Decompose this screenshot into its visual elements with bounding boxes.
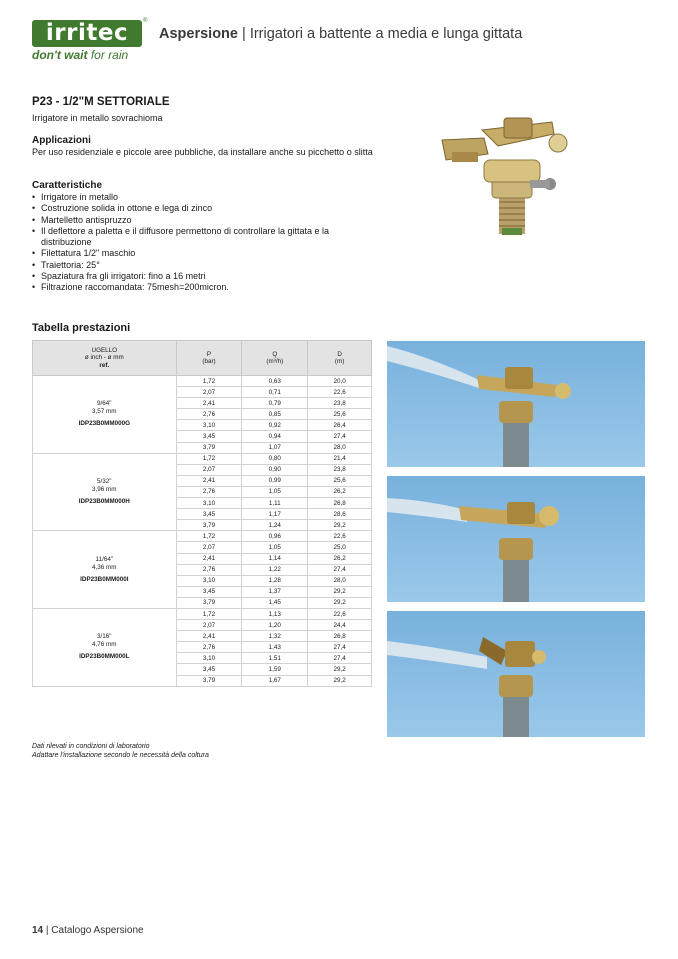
tagline-bold: don't wait [32, 48, 88, 62]
header-q-l1: Q [272, 350, 278, 358]
cell-pressure: 3,45 [176, 431, 242, 442]
cell-pressure: 1,72 [176, 453, 242, 464]
cell-flow: 1,07 [242, 442, 308, 453]
header-q-l2: (m³/h) [266, 358, 284, 365]
features-heading: Caratteristiche [32, 180, 103, 191]
cell-pressure: 2,76 [176, 642, 242, 653]
footer-separator: | [43, 925, 52, 936]
nozzle-ref: IDP23B0MM000H [78, 497, 130, 505]
performance-table-title: Tabella prestazioni [32, 322, 131, 334]
cell-diameter: 23,8 [308, 464, 372, 475]
header-nozzle-l3: ref. [99, 361, 110, 369]
footer-label: Catalogo Aspersione [51, 925, 144, 936]
header-title-bold: Aspersione [159, 26, 238, 42]
applications-text: Per uso residenziale e piccole aree pubbliche, da installare anche su picchetto o slitta [32, 147, 373, 157]
cell-diameter: 26,2 [308, 553, 372, 564]
feature-item: • Filtrazione raccomandata: 75mesh=200micron. [32, 282, 382, 293]
cell-flow: 0,63 [242, 376, 308, 387]
cell-flow: 0,92 [242, 420, 308, 431]
cell-diameter: 28,0 [308, 575, 372, 586]
cell-diameter: 22,6 [308, 608, 372, 619]
header-pressure [176, 341, 242, 376]
cell-pressure: 1,72 [176, 376, 242, 387]
cell-pressure: 3,10 [176, 575, 242, 586]
cell-flow: 1,59 [242, 664, 308, 675]
feature-item: • Martelletto antispruzzo [32, 215, 382, 226]
cell-pressure: 2,07 [176, 464, 242, 475]
nozzle-cell [33, 531, 177, 609]
nozzle-ref: IDP23B0MM000I [80, 575, 129, 583]
product-subtitle: Irrigatore in metallo sovrachioma [32, 113, 163, 123]
cell-flow: 0,99 [242, 475, 308, 486]
brand-logo [32, 20, 142, 47]
header-d-l2: (m) [334, 358, 345, 365]
cell-pressure: 2,41 [176, 631, 242, 642]
cell-flow: 1,05 [242, 486, 308, 497]
product-title: P23 - 1/2"M SETTORIALE [32, 96, 170, 108]
nozzle-cell [33, 376, 177, 454]
page-header-title [159, 26, 522, 42]
cell-diameter: 27,4 [308, 564, 372, 575]
feature-item: • Traiettoria: 25° [32, 260, 382, 271]
cell-flow: 0,79 [242, 398, 308, 409]
cell-diameter: 25,6 [308, 409, 372, 420]
cell-pressure: 3,79 [176, 675, 242, 686]
cell-diameter: 23,8 [308, 398, 372, 409]
sprinkler-photo-1 [387, 341, 645, 467]
cell-diameter: 25,6 [308, 475, 372, 486]
table-row [33, 531, 372, 542]
brand-logo-text: irritec [45, 20, 129, 46]
cell-diameter: 29,2 [308, 664, 372, 675]
cell-flow: 1,32 [242, 631, 308, 642]
cell-pressure: 2,76 [176, 409, 242, 420]
feature-item: • Costruzione solida in ottone e lega di zinco [32, 203, 382, 214]
nozzle-inch: 3/16" [97, 633, 112, 641]
cell-diameter: 22,6 [308, 387, 372, 398]
cell-diameter: 27,4 [308, 653, 372, 664]
nozzle-inch: 9/64" [97, 400, 112, 408]
cell-pressure: 3,79 [176, 597, 242, 608]
note-lab-conditions: Dati rilevati in condizioni di laboratorio [32, 743, 150, 750]
sprinkler-photo-3 [387, 611, 645, 737]
cell-flow: 1,45 [242, 597, 308, 608]
nozzle-mm: 4,76 mm [92, 641, 117, 649]
sprinkler-product-image [432, 108, 582, 238]
cell-diameter: 29,2 [308, 586, 372, 597]
cell-flow: 1,28 [242, 575, 308, 586]
header-d-l1: D [337, 350, 342, 358]
cell-flow: 1,51 [242, 653, 308, 664]
table-row [33, 453, 372, 464]
cell-diameter: 26,8 [308, 498, 372, 509]
cell-diameter: 26,2 [308, 486, 372, 497]
cell-diameter: 26,4 [308, 420, 372, 431]
header-nozzle-l2: ø inch - ø mm [84, 354, 124, 362]
cell-flow: 1,05 [242, 542, 308, 553]
header-p-l2: (bar) [202, 358, 216, 365]
cell-diameter: 25,0 [308, 542, 372, 553]
cell-pressure: 3,79 [176, 520, 242, 531]
cell-pressure: 3,10 [176, 420, 242, 431]
cell-pressure: 2,07 [176, 542, 242, 553]
nozzle-mm: 3,57 mm [92, 408, 117, 416]
header-flow [242, 341, 308, 376]
cell-pressure: 3,45 [176, 664, 242, 675]
header-diameter [308, 341, 372, 376]
cell-diameter: 26,8 [308, 631, 372, 642]
header-separator: | [237, 26, 250, 42]
cell-pressure: 3,45 [176, 586, 242, 597]
table-header-row [33, 341, 372, 376]
table-row [33, 608, 372, 619]
tagline-rest: for rain [87, 48, 129, 62]
nozzle-cell [33, 608, 177, 686]
cell-diameter: 28,6 [308, 509, 372, 520]
nozzle-inch: 5/32" [97, 477, 112, 485]
nozzle-cell [33, 453, 177, 531]
cell-flow: 0,94 [242, 431, 308, 442]
cell-pressure: 2,76 [176, 486, 242, 497]
features-list [32, 192, 382, 294]
sprinkler-photo-2 [387, 476, 645, 602]
cell-flow: 0,85 [242, 409, 308, 420]
cell-diameter: 22,6 [308, 531, 372, 542]
cell-diameter: 21,4 [308, 453, 372, 464]
cell-flow: 0,80 [242, 453, 308, 464]
cell-pressure: 2,41 [176, 398, 242, 409]
header-title-rest: Irrigatori a battente a media e lunga gittata [249, 26, 523, 42]
header-p-l1: P [206, 350, 212, 358]
cell-pressure: 3,10 [176, 653, 242, 664]
cell-pressure: 2,07 [176, 620, 242, 631]
cell-flow: 1,22 [242, 564, 308, 575]
performance-table [32, 340, 372, 687]
cell-diameter: 29,2 [308, 675, 372, 686]
note-installation: Adattare l'installazione secondo le necessità della coltura [32, 752, 209, 759]
cell-flow: 1,43 [242, 642, 308, 653]
registered-mark: ® [143, 18, 148, 24]
cell-flow: 1,67 [242, 675, 308, 686]
cell-pressure: 3,10 [176, 498, 242, 509]
table-row [33, 376, 372, 387]
cell-pressure: 2,07 [176, 387, 242, 398]
nozzle-mm: 4,36 mm [92, 563, 117, 571]
feature-item: • Irrigatore in metallo [32, 192, 382, 203]
header-nozzle-l1: UGELLO [91, 346, 118, 354]
table-notes [32, 742, 209, 760]
cell-flow: 1,24 [242, 520, 308, 531]
cell-diameter: 29,2 [308, 520, 372, 531]
cell-flow: 1,17 [242, 509, 308, 520]
nozzle-ref: IDP23B0MM000L [79, 653, 130, 661]
feature-item: • Filettatura 1/2" maschio [32, 248, 382, 259]
cell-pressure: 2,76 [176, 564, 242, 575]
nozzle-mm: 3,96 mm [92, 485, 117, 493]
cell-diameter: 24,4 [308, 620, 372, 631]
cell-pressure: 2,41 [176, 553, 242, 564]
nozzle-ref: IDP23B0MM000G [78, 420, 131, 428]
feature-item: • Il deflettore a paletta e il diffusore permettono di controllare la gittata e la distribuzione [32, 226, 382, 249]
cell-pressure: 3,45 [176, 509, 242, 520]
cell-flow: 0,71 [242, 387, 308, 398]
cell-flow: 0,90 [242, 464, 308, 475]
cell-diameter: 27,4 [308, 431, 372, 442]
cell-diameter: 20,0 [308, 376, 372, 387]
cell-pressure: 2,41 [176, 475, 242, 486]
cell-pressure: 1,72 [176, 531, 242, 542]
cell-flow: 1,14 [242, 553, 308, 564]
cell-flow: 0,96 [242, 531, 308, 542]
nozzle-inch: 11/64" [95, 555, 114, 563]
cell-diameter: 29,2 [308, 597, 372, 608]
cell-flow: 1,11 [242, 498, 308, 509]
page-number: 14 [32, 925, 44, 936]
page-footer [32, 925, 144, 936]
cell-pressure: 1,72 [176, 608, 242, 619]
feature-item: • Spaziatura fra gli irrigatori: fino a 16 metri [32, 271, 382, 282]
applications-heading: Applicazioni [32, 135, 91, 146]
cell-pressure: 3,79 [176, 442, 242, 453]
brand-tagline [32, 48, 128, 62]
cell-diameter: 28,0 [308, 442, 372, 453]
cell-flow: 1,20 [242, 620, 308, 631]
cell-flow: 1,37 [242, 586, 308, 597]
header-nozzle [33, 341, 177, 376]
cell-diameter: 27,4 [308, 642, 372, 653]
cell-flow: 1,13 [242, 608, 308, 619]
